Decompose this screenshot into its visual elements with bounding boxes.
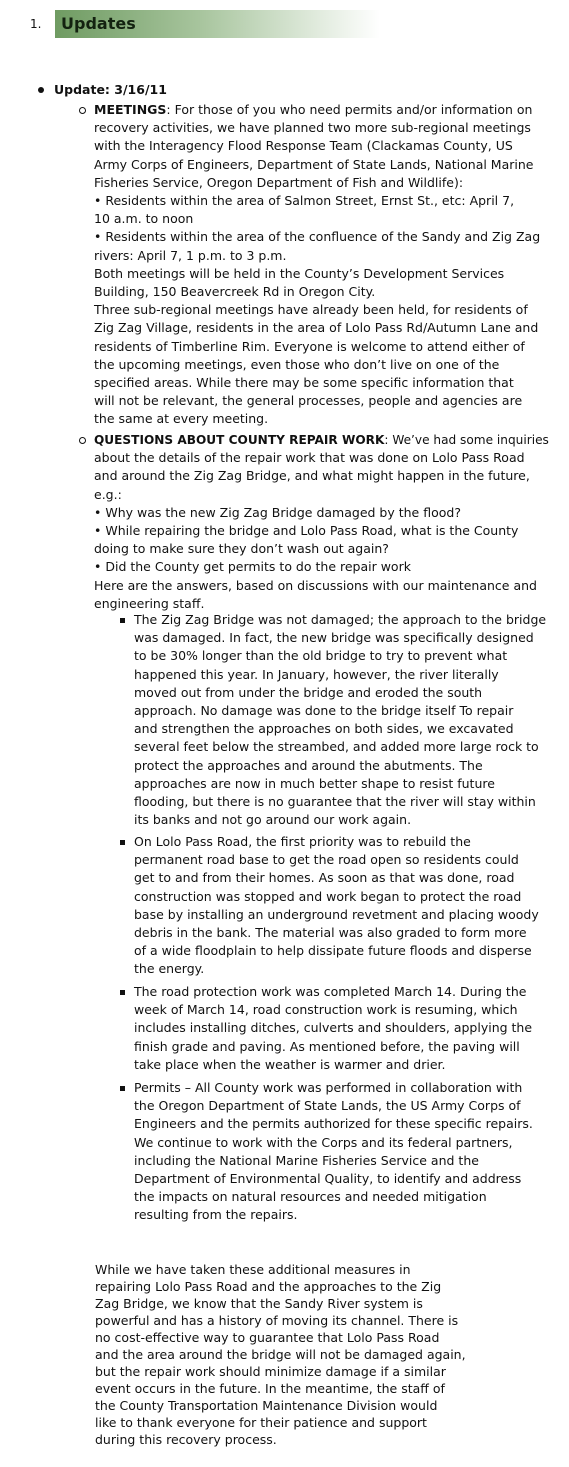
closing-line: during this recovery process.	[95, 1432, 277, 1447]
meetings-line-0-rest: : For those of you who need permits and/or information on	[166, 102, 533, 117]
answer-line: resulting from the repairs.	[134, 1207, 298, 1223]
meetings-line: specified areas. While there may be some specific information that	[94, 375, 514, 391]
questions-text	[94, 431, 549, 613]
answer-line: several feet below the streambed, and added more large rock to	[134, 739, 539, 755]
questions-item	[79, 431, 549, 613]
answer-line: protect the approaches and around the abutments. The	[134, 757, 483, 773]
questions-line: • Did the County get permits to do the repair work	[94, 559, 411, 575]
closing-line: Zag Bridge, we know that the Sandy River system is	[95, 1296, 423, 1311]
closing-line: like to thank everyone for their patience and support	[95, 1415, 427, 1430]
closing-line: repairing Lolo Pass Road and the approaches to the Zig	[95, 1279, 442, 1294]
answer-text	[134, 983, 550, 1074]
meetings-line: • Residents within the area of Salmon Street, Ernst St., etc: April 7,	[94, 193, 515, 209]
closing-paragraph	[95, 1261, 475, 1448]
meetings-line: Fisheries Service, Oregon Department of Fish and Wildlife):	[94, 174, 464, 190]
questions-line: Here are the answers, based on discussions with our maintenance and	[94, 577, 537, 593]
answer-line: of a wide floodplain to help dissipate future floods and disperse	[134, 943, 532, 959]
update-label: Update: 3/16/11	[54, 82, 167, 97]
answer-line: Department of Environmental Quality, to identify and address	[134, 1171, 522, 1187]
answer-line: and strengthen the approaches on both sides, we excavated	[134, 721, 514, 737]
closing-line: the County Transportation Maintenance Division would	[95, 1398, 438, 1413]
section-number: 1.	[30, 17, 42, 31]
square-bullet	[120, 618, 125, 623]
closing-line: no cost-effective way to guarantee that Lolo Pass Road	[95, 1330, 440, 1345]
square-bullet	[120, 840, 125, 845]
meetings-line: 10 a.m. to noon	[94, 211, 194, 227]
answer-line: finish grade and paving. As mentioned before, the paving will	[134, 1038, 520, 1054]
meetings-line: will not be relevant, the general processes, people and agencies are	[94, 393, 523, 409]
answer-line: base by installing an underground revetment and placing woody	[134, 906, 539, 922]
answer-text	[134, 833, 550, 979]
meetings-line: Three sub-regional meetings have already been held, for residents of	[94, 302, 528, 318]
questions-line: • Why was the new Zig Zag Bridge damaged by the flood?	[94, 504, 461, 520]
answer-line: the impacts on natural resources and needed mitigation	[134, 1189, 487, 1205]
answer-line: its banks and not go around our work again.	[134, 812, 412, 828]
closing-line: powerful and has a history of moving its channel. There is	[95, 1313, 459, 1328]
square-bullet	[120, 1086, 125, 1091]
meetings-line: Zig Zag Village, residents in the area of Lolo Pass Rd/Autumn Lane and	[94, 320, 539, 336]
answer-item-lolo-pass	[120, 833, 550, 979]
questions-line-0-rest: : We’ve had some inquiries	[384, 433, 549, 447]
answer-text	[134, 611, 550, 829]
answer-line: permanent road base to get the road open so residents could	[134, 852, 519, 868]
answer-line: debris in the bank. The material was also graded to form more	[134, 925, 527, 941]
closing-line: event occurs in the future. In the meantime, the staff of	[95, 1381, 445, 1396]
answer-line: was damaged. In fact, the new bridge was specifically designed	[134, 630, 534, 646]
answer-line: construction was stopped and work began to protect the road	[134, 888, 522, 904]
meetings-line: the same at every meeting.	[94, 411, 269, 427]
meetings-item	[79, 101, 549, 429]
square-bullet	[120, 990, 125, 995]
meetings-text	[94, 101, 549, 429]
answer-line: get to and from their homes. As soon as that was done, road	[134, 870, 515, 886]
questions-line: • While repairing the bridge and Lolo Pass Road, what is the County	[94, 523, 519, 539]
questions-line: about the details of the repair work that was done on Lolo Pass Road	[94, 450, 525, 466]
questions-line-0	[94, 431, 549, 449]
closing-line: While we have taken these additional measures in	[95, 1262, 411, 1277]
answer-line: moved out from under the bridge and eroded the south	[134, 684, 483, 700]
meetings-line: Both meetings will be held in the County’s Development Services	[94, 265, 505, 281]
answer-line: We continue to work with the Corps and its federal partners,	[134, 1134, 513, 1150]
answer-line: the energy.	[134, 961, 205, 977]
answer-line: Engineers and the permits authorized for these specific repairs.	[134, 1116, 533, 1132]
circle-bullet	[79, 107, 86, 114]
answer-line: happened this year. In January, however, the river literally	[134, 666, 499, 682]
answer-line: approaches are now in much better shape to resist future	[134, 775, 495, 791]
questions-line: doing to make sure they don’t wash out again?	[94, 541, 389, 557]
meetings-line: Army Corps of Engineers, Department of State Lands, National Marine	[94, 156, 534, 172]
questions-line: engineering staff.	[94, 595, 205, 611]
questions-heading: QUESTIONS ABOUT COUNTY REPAIR WORK	[94, 433, 385, 447]
meetings-line: residents of Timberline Rim. Everyone is welcome to attend either of	[94, 338, 525, 354]
answer-line: to be 30% longer than the old bridge to try to prevent what	[134, 648, 508, 664]
answer-line: week of March 14, road construction work is resuming, which	[134, 1002, 518, 1018]
meetings-heading: MEETINGS	[94, 102, 167, 117]
answer-line: includes installing ditches, culverts and shoulders, applying the	[134, 1020, 533, 1036]
meetings-line-0	[94, 101, 549, 119]
section-header	[0, 9, 569, 39]
answer-text	[134, 1079, 550, 1225]
answer-line: Permits – All County work was performed in collaboration with	[134, 1080, 523, 1095]
closing-line: and the area around the bridge will not be damaged again,	[95, 1347, 466, 1362]
questions-line: and around the Zig Zag Bridge, and what might happen in the future,	[94, 468, 530, 484]
meetings-line: recovery activities, we have planned two more sub-regional meetings	[94, 120, 531, 136]
meetings-line: Building, 150 Beavercreek Rd in Oregon City.	[94, 284, 376, 300]
answer-line: On Lolo Pass Road, the first priority was to rebuild the	[134, 834, 471, 849]
circle-bullet	[79, 437, 86, 444]
questions-line: e.g.:	[94, 486, 122, 502]
meetings-line: the upcoming meetings, even those who don’t live on one of the	[94, 356, 500, 372]
answer-line: The road protection work was completed March 14. During the	[134, 984, 527, 999]
section-title: Updates	[61, 14, 136, 33]
answer-line: approach. No damage was done to the bridge itself To repair	[134, 703, 514, 719]
answer-item-permits	[120, 1079, 550, 1225]
answer-line: take place when the weather is warmer and drier.	[134, 1056, 446, 1072]
section-title-bar	[55, 10, 380, 38]
meetings-line: rivers: April 7, 1 p.m. to 3 p.m.	[94, 247, 287, 263]
answer-line: The Zig Zag Bridge was not damaged; the approach to the bridge	[134, 612, 547, 627]
answer-item-road-protection	[120, 983, 550, 1074]
answer-line: the Oregon Department of State Lands, the US Army Corps of	[134, 1098, 521, 1114]
disc-bullet	[38, 87, 44, 93]
answer-item-bridge	[120, 611, 550, 829]
meetings-line: with the Interagency Flood Response Team (Clackamas County, US	[94, 138, 513, 154]
answer-line: flooding, but there is no guarantee that the river will stay within	[134, 794, 536, 810]
answer-line: including the National Marine Fisheries Service and the	[134, 1152, 479, 1168]
closing-line: but the repair work should minimize damage if a similar	[95, 1364, 446, 1379]
meetings-line: • Residents within the area of the confluence of the Sandy and Zig Zag	[94, 229, 541, 245]
